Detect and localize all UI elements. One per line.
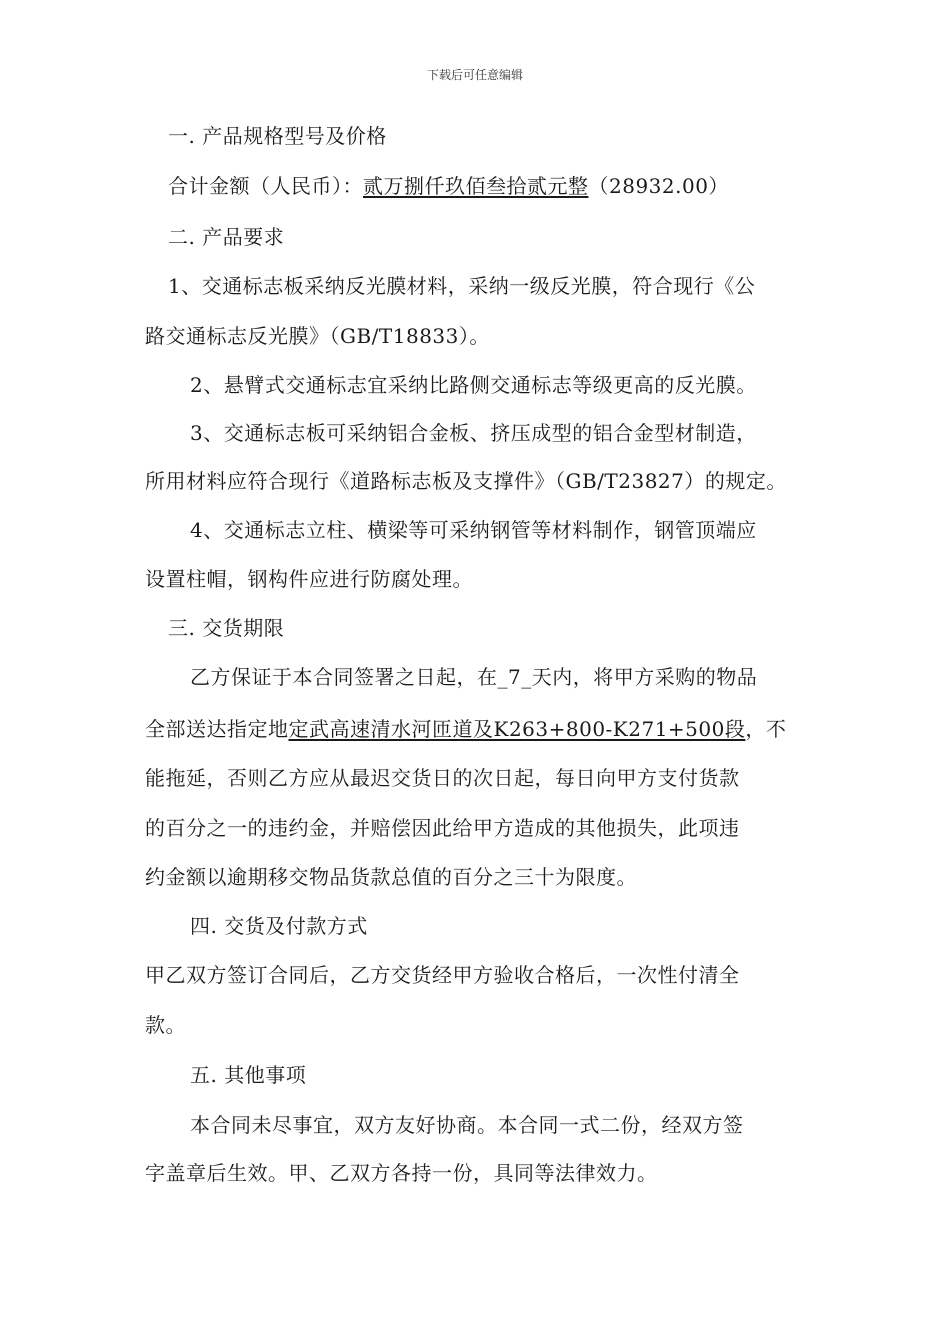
requirement-3-line-2: 所用材料应符合现行《道路标志板及支撑件》（GB/T23827）的规定。 xyxy=(145,469,787,493)
section4-heading: 四. 交货及付款方式 xyxy=(190,914,368,938)
delivery-line-3: 能拖延，否则乙方应从最迟交货日的次日起，每日向甲方支付货款 xyxy=(145,766,740,790)
section2-heading: 二. 产品要求 xyxy=(168,225,285,249)
requirement-4-line-2: 设置柱帽，钢构件应进行防腐处理。 xyxy=(145,567,473,591)
payment-line-2: 款。 xyxy=(145,1013,186,1037)
section3-heading: 三. 交货期限 xyxy=(168,616,285,640)
page-header-note: 下载后可任意编辑 xyxy=(426,68,523,82)
total-amount-label: 合计金额（人民币）： xyxy=(168,174,363,198)
delivery-location: 定武高速清水河匝道及K263+800-K271+500段 xyxy=(288,717,746,741)
other-matters-line-2: 字盖章后生效。甲、乙双方各持一份，具同等法律效力。 xyxy=(145,1161,658,1185)
requirement-4-line-1: 4、交通标志立柱、横梁等可采纳钢管等材料制作，钢管顶端应 xyxy=(190,518,757,542)
requirement-3-line-1: 3、交通标志板可采纳铝合金板、挤压成型的铝合金型材制造， xyxy=(190,421,757,445)
requirement-1-line-2: 路交通标志反光膜》（GB/T18833）。 xyxy=(145,324,490,348)
total-amount-number: （28932.00） xyxy=(588,174,729,198)
delivery-line-4: 的百分之一的违约金，并赔偿因此给甲方造成的其他损失，此项违 xyxy=(145,816,740,840)
payment-line-1: 甲乙双方签订合同后，乙方交货经甲方验收合格后，一次性付清全 xyxy=(145,963,740,987)
delivery-line-2 xyxy=(145,715,786,743)
requirement-2-line-1: 2、悬臂式交通标志宜采纳比路侧交通标志等级更高的反光膜。 xyxy=(190,373,757,397)
total-amount-words: 贰万捌仟玖佰叁拾贰元整 xyxy=(363,174,589,198)
delivery-line-1: 乙方保证于本合同签署之日起，在_7_天内，将甲方采购的物品 xyxy=(190,665,758,689)
section1-heading: 一. 产品规格型号及价格 xyxy=(168,124,387,148)
section5-heading: 五. 其他事项 xyxy=(190,1063,307,1087)
other-matters-line-1: 本合同未尽事宜，双方友好协商。本合同一式二份，经双方签 xyxy=(190,1113,744,1137)
delivery-line-2-prefix: 全部送达指定地 xyxy=(145,717,289,741)
delivery-line-5: 约金额以逾期移交物品货款总值的百分之三十为限度。 xyxy=(145,865,637,889)
requirement-1-line-1: 1、交通标志板采纳反光膜材料，采纳一级反光膜，符合现行《公 xyxy=(168,274,756,298)
delivery-line-2-suffix: ，不 xyxy=(745,717,787,741)
total-amount-line xyxy=(168,172,729,200)
